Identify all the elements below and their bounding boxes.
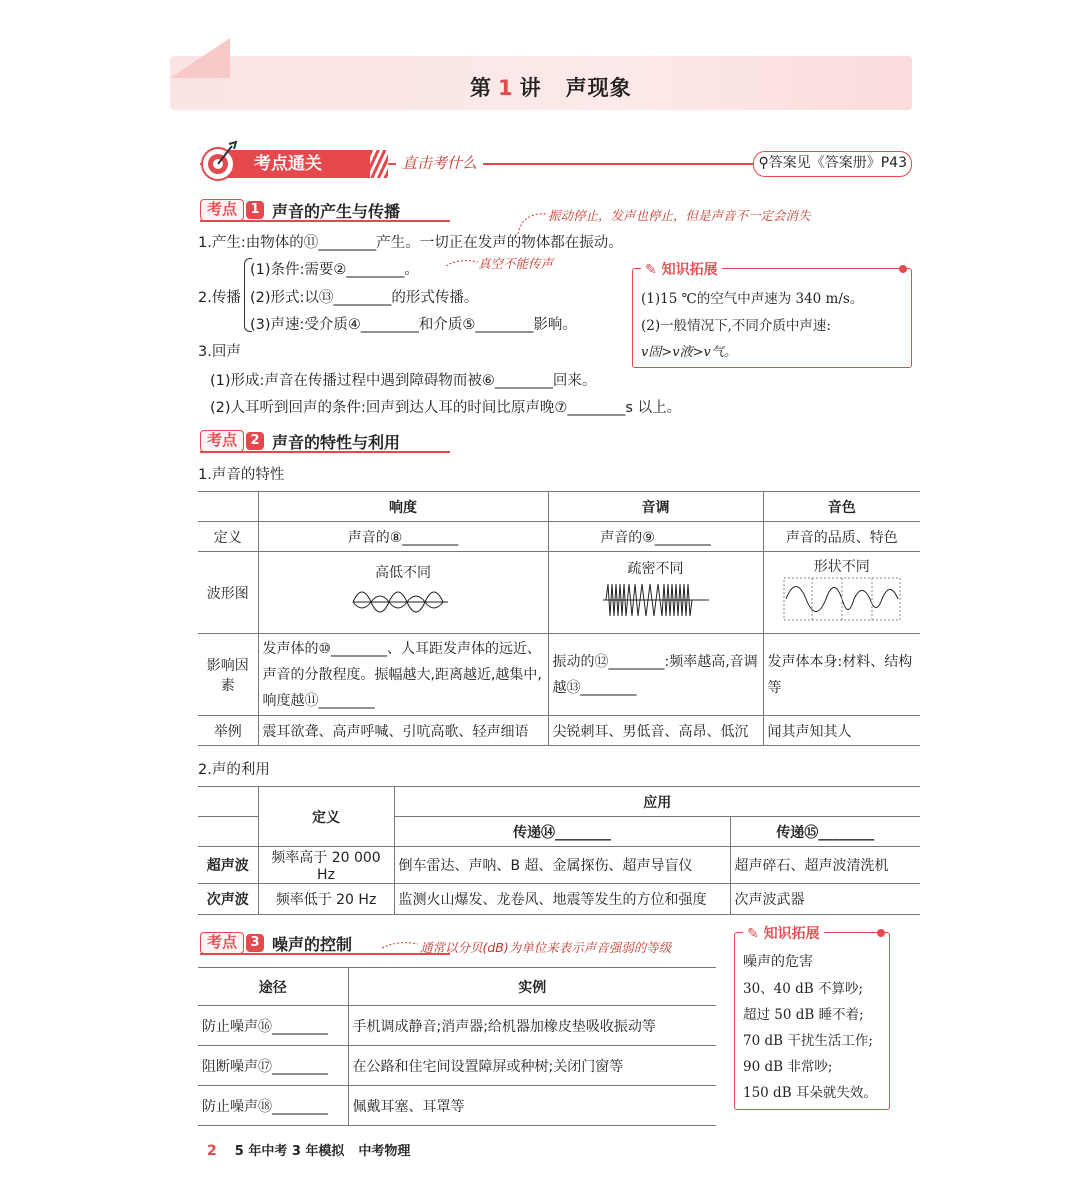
kd2-sub1: 1.声音的特性: [198, 467, 285, 483]
link-icon: ⚲: [758, 155, 769, 171]
page-title: 第 1 讲 声现象: [470, 76, 632, 100]
kd1-line3: 3.回声: [198, 344, 241, 360]
table-row: 影响因素 发声体的⑩________、人耳距发声体的远近、声音的分散程度。振幅越大,距离越近,越集中,响度越⑪________ 振动的⑫________:频率越高,音调越⑬________ 发声体本身:材料、结构等: [198, 634, 920, 716]
note-vacuum: 真空不能传声: [478, 256, 554, 271]
knowledge-title: ✎ 知识拓展: [641, 259, 722, 279]
table-row: 举例 震耳欲聋、高声呼喊、引吭高歌、轻声细语 尖锐刺耳、男低音、高昂、低沉 闻其声知其人: [198, 716, 920, 746]
section-label: 考点通关: [204, 150, 372, 178]
kd1-line3b: (2)人耳听到回声的条件:回声到达人耳的时间比原声晚⑦________s 以上。: [210, 400, 682, 416]
kd1-line2c: (3)声速:受介质④________和介质⑤________影响。: [250, 317, 577, 333]
kd2-sub2: 2.声的利用: [198, 762, 270, 778]
table-row: 防止噪声⑯________ 手机调成静音;消声器;给机器加橡皮垫吸收振动等: [198, 1006, 716, 1046]
table-row: 防止噪声⑱________ 佩戴耳塞、耳罩等: [198, 1086, 716, 1126]
knowledge-title: ✎ 知识拓展: [743, 923, 824, 943]
kd1-line3a: (1)形成:声音在传播过程中遇到障碍物而被⑥________回来。: [210, 373, 597, 389]
note-vibration: 振动停止，发声也停止，但是声音不一定会消失: [548, 208, 811, 223]
answer-ref: ⚲答案见《答案册》P43: [753, 151, 912, 177]
banner-decoration: [170, 38, 230, 78]
sound-use-table: 定义 应用 传递⑭________ 传递⑮________ 超声波 频率高于 20 000 Hz 倒车雷达、声呐、B 超、金属探伤、超声导盲仪 超声碎石、超声波清洗机 次声波 频率低于 20 Hz 监测火山爆发、龙卷风、地震等发生的方位和强度 次声波武器: [198, 786, 920, 915]
kd1-heading: 考点 1 声音的产生与传播: [200, 198, 460, 222]
kd1-line2-label: 2.传播: [198, 290, 241, 306]
noise-control-table: 途径 实例 防止噪声⑯________ 手机调成静音;消声器;给机器加橡皮垫吸收振动等 阻断噪声⑰________ 在公路和住宅间设置障屏或种树;关闭门窗等 防止噪声⑱________ 佩戴耳塞、耳罩等: [198, 967, 716, 1126]
kd1-line2b: (2)形式:以⑬________的形式传播。: [250, 290, 479, 306]
table-row: 阻断噪声⑰________ 在公路和住宅间设置障屏或种树;关闭门窗等: [198, 1046, 716, 1086]
note-arrow: [380, 938, 420, 952]
table-row: 定义 声音的⑧________ 声音的⑨________ 声音的品质、特色: [198, 522, 920, 552]
section-bar: [200, 150, 912, 178]
kd1-line1: 1.产生:由物体的⑪________产生。一切正在发声的物体都在振动。: [198, 235, 623, 251]
table-row: 次声波 频率低于 20 Hz 监测火山爆发、龙卷风、地震等发生的方位和强度 次声波武器: [198, 884, 920, 915]
target-icon: [196, 138, 240, 182]
note-decibel: 通常以分贝(dB)为单位来表示声音强弱的等级: [420, 940, 672, 955]
note-arrow: [444, 254, 480, 270]
kd1-line2a: (1)条件:需要②________。: [250, 262, 419, 278]
sound-properties-table: 响度 音调 音色 定义 声音的⑧________ 声音的⑨________ 声音的品质、特色 波形图 高低不同 疏密不同 形状不同 影响因素 发声体的⑩________、人耳距发声体的远近、声音的分散程度。振幅越大,距离越近,越集中,响度越⑪________ 振动的⑫________:频率越高,音调越⑬________ 发声体本身:材料、结构等 举例 震耳欲聋、高声呼喊、引吭高歌、轻声细语 尖锐刺耳、男低音、高昂、低沉 闻其声知其人: [198, 491, 920, 746]
waveform-timbre: [782, 576, 902, 622]
page-number: 2: [207, 1143, 217, 1159]
knowledge-box-1: ✎ 知识拓展 (1)15 ℃的空气中声速为 340 m/s。 (2)一般情况下,不同介质中声速: v固>v液>v气。: [632, 268, 912, 368]
kd3-heading: 考点 3 噪声的控制: [200, 931, 460, 955]
waveform-pitch: [601, 578, 711, 622]
table-row: 超声波 频率高于 20 000 Hz 倒车雷达、声呐、B 超、金属探伤、超声导盲仪 超声碎石、超声波清洗机: [198, 847, 920, 884]
waveform-loudness: [348, 582, 458, 622]
footer: 2 5 年中考 3 年模拟 中考物理: [207, 1143, 411, 1159]
knowledge-box-2: ✎ 知识拓展 噪声的危害 30、40 dB 不算吵; 超过 50 dB 睡不着; 70 dB 干扰生活工作; 90 dB 非常吵; 150 dB 耳朵就失效。: [734, 932, 890, 1110]
section-script: 直击考什么: [396, 152, 483, 173]
table-row: 波形图 高低不同 疏密不同 形状不同: [198, 552, 920, 634]
kd2-heading: 考点 2 声音的特性与利用: [200, 429, 460, 453]
